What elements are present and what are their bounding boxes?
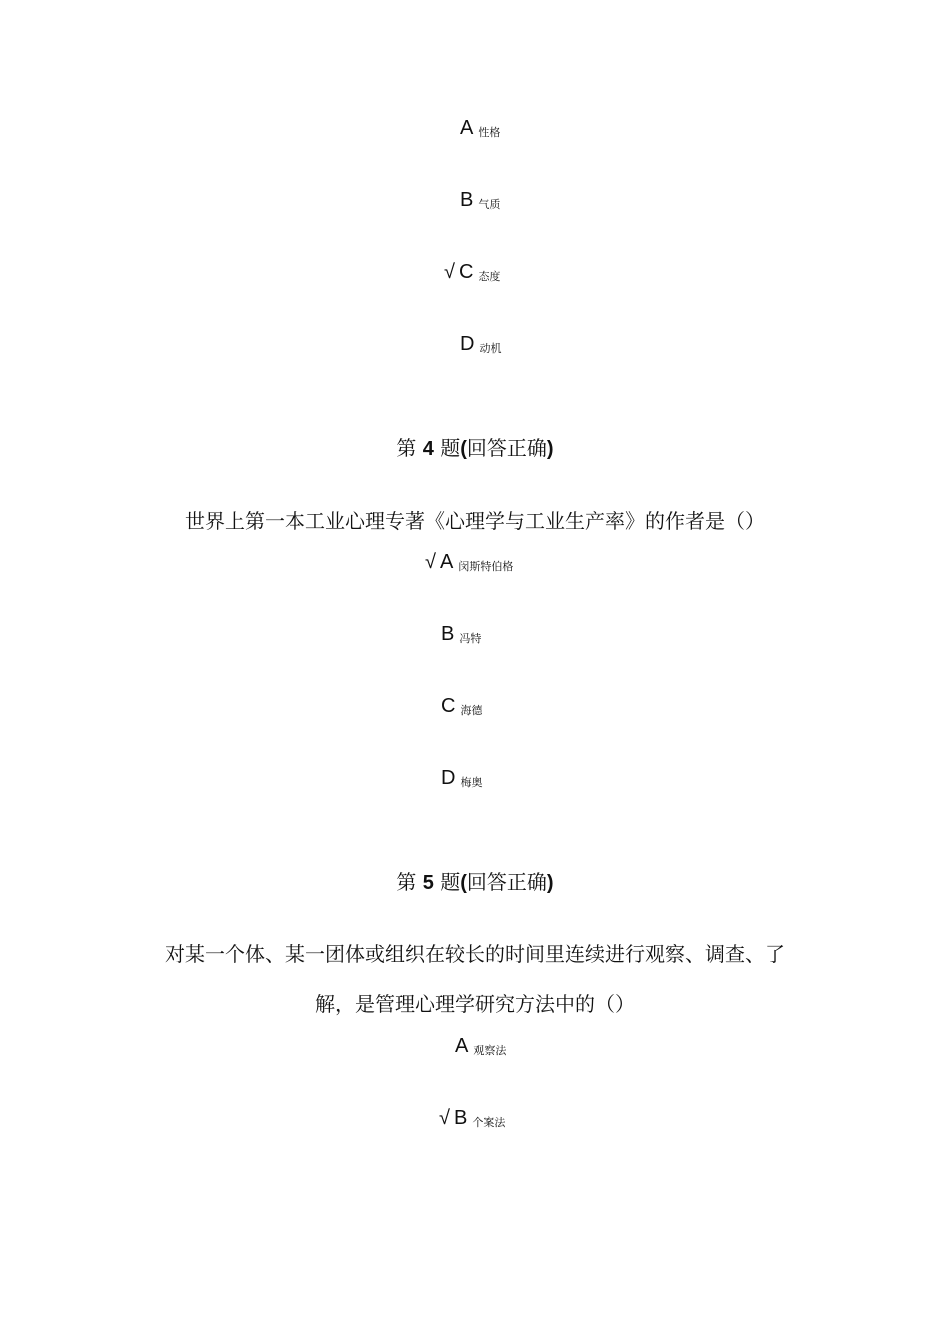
question-5-stem-line1: 对某一个体、某一团体或组织在较长的时间里连续进行观察、调查、了 [165, 942, 785, 966]
option-text: 闵斯特伯格 [458, 560, 514, 573]
title-mid: 题 [433, 870, 461, 894]
option-text: 观察法 [473, 1044, 507, 1057]
question-number: 4 [422, 438, 434, 460]
question-number: 5 [422, 872, 434, 894]
option-letter: D [460, 333, 475, 355]
option-4b [441, 624, 481, 644]
option-letter: D [441, 767, 456, 789]
option-text: 个案法 [472, 1116, 506, 1129]
open-paren: ( [460, 872, 467, 894]
title-prefix: 第 [396, 436, 423, 460]
option-letter: C [441, 695, 456, 717]
open-paren: ( [460, 438, 467, 460]
option-4d [441, 768, 482, 788]
option-text: 梅奥 [460, 776, 483, 789]
option-3a [460, 118, 500, 138]
option-letter: B [441, 623, 455, 645]
correct-check-icon: √ [444, 261, 455, 283]
option-letter: A [460, 117, 474, 139]
option-letter: A [439, 551, 454, 573]
question-4-title [0, 438, 950, 459]
answer-status: 回答正确 [466, 870, 547, 894]
correct-check-icon: √ [425, 551, 436, 573]
option-5b [439, 1108, 505, 1128]
option-text: 气质 [478, 198, 501, 211]
option-text: 性格 [478, 126, 501, 139]
title-prefix: 第 [396, 870, 423, 894]
option-letter: C [458, 261, 474, 283]
close-paren: ) [546, 872, 554, 894]
option-letter: A [455, 1035, 469, 1057]
close-paren: ) [546, 438, 554, 460]
option-4c [441, 696, 482, 716]
option-3b [460, 190, 500, 210]
correct-check-icon: √ [439, 1107, 450, 1129]
option-letter: B [453, 1107, 468, 1129]
option-5a [455, 1036, 506, 1056]
option-text: 态度 [478, 270, 501, 283]
option-letter: B [460, 189, 474, 211]
question-5-stem-line2: 解，是管理心理学研究方法中的（） [315, 992, 635, 1016]
option-3d [460, 334, 501, 354]
option-text: 冯特 [459, 632, 482, 645]
title-mid: 题 [433, 436, 461, 460]
option-text: 动机 [479, 342, 502, 355]
question-4-stem: 世界上第一本工业心理专著《心理学与工业生产率》的作者是（） [185, 509, 765, 533]
answer-status: 回答正确 [466, 436, 547, 460]
option-text: 海德 [460, 704, 483, 717]
option-4a [425, 552, 513, 572]
option-3c [444, 262, 500, 282]
question-5-title [0, 872, 950, 893]
